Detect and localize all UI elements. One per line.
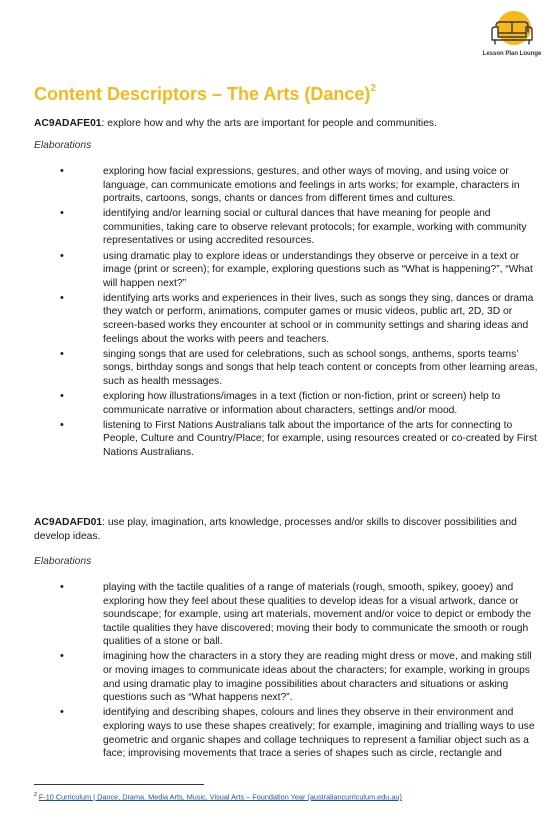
descriptor-text: : explore how and why the arts are important for people and communities. [101,118,437,129]
elaboration-item: • listening to First Nations Australians talk about the importance of the arts for connecting to People, Culture and Country/Place; for example, using resources created or co-created by First Nations Australians. [0,419,541,460]
elaboration-item: • using dramatic play to explore ideas or understandings they observe or perceive in a text or image (print or screen); for example, exploring questions such as “What is happening?”, “What will happen next?” [0,250,541,291]
footnote-divider [34,784,204,785]
descriptor-code: AC9ADAFD01 [34,517,103,528]
descriptor-text: : use play, imagination, arts knowledge, processes and/or skills to discover possibilities and develop ideas. [34,517,517,542]
footnote-number: 2 [34,792,37,798]
elaboration-item: • singing songs that are used for celebrations, such as school songs, anthems, sports teams’ songs, birthday songs and songs that help teach content or concepts from other learning areas, such as health messages. [0,348,541,389]
elaboration-item: • identifying and describing shapes, colours and lines they observe in their environment and exploring ways to use these shapes creatively; for example, imagining and trialling ways to use geometric and organic shapes and collage techniques to represent a familiar object such as a face; improvising movements that trace a series of shapes such as circle, rectangle and [0,706,541,760]
elaboration-item: • exploring how illustrations/images in a text (fiction or non-fiction, print or screen) help to communicate narrative or information about characters, settings and/or mood. [0,390,541,417]
elaboration-item: • identifying arts works and experiences in their lives, such as songs they sing, dances or drama they watch or perform, animations, computer games or music videos, public art, 2D, 3D or screen-based works they encounter at school or in community settings and sharing ideas and feelings about the works with peers and teachers. [0,292,541,346]
sofa-logo-icon [484,10,540,50]
elaboration-item: • identifying and/or learning social or cultural dances that have meaning for people and communities, taking care to observe relevant protocols; for example, working with community representatives or using accredited resources. [0,207,541,248]
page-title: Content Descriptors – The Arts (Dance)$^2$ [34,83,376,104]
descriptor-code: AC9ADAFE01 [34,118,102,129]
footnote [34,792,402,801]
lesson-plan-lounge-logo [480,10,544,66]
elaboration-item: • imagining how the characters in a story they are reading might dress or move, and making still or moving images to communicate ideas about the characters; for example, working in groups and using dramatic play to imagine possibilities about characters and situations or asking questions such as “What happens next?”. [0,650,541,704]
elaborations-list [0,581,541,761]
elaborations-label: Elaborations [34,556,92,567]
content-descriptor-1 [34,117,524,131]
elaboration-item: • playing with the tactile qualities of a range of materials (rough, smooth, spikey, gooey) and exploring how they feel about these qualities to develop ideas for a visual artwork, dance or soundscape; for example, using art materials, movement and/or voice to depict or embody the tactile qualities they have discovered; moving their body to communicate the smooth or rough qualities of a stone or ball. [0,581,541,649]
elaborations-list [0,165,541,459]
footnote-reference: 2 [370,83,376,94]
elaborations-label: Elaborations [34,140,92,151]
curriculum-source-link[interactable]: F-10 Curriculum | Dance, Drama, Media Arts, Music, Visual Arts – Foundation Year (australiancurriculum.edu.au) [38,792,402,802]
logo-wordmark: Lesson Plan Lounge [482,51,542,57]
elaboration-item: • exploring how facial expressions, gestures, and other ways of moving, and using voice or language, can communicate emotions and feelings in arts works; for example, characters in portraits, cartoons, songs, chants or dances from different times and cultures. [0,165,541,206]
content-descriptor-2 [34,516,546,544]
